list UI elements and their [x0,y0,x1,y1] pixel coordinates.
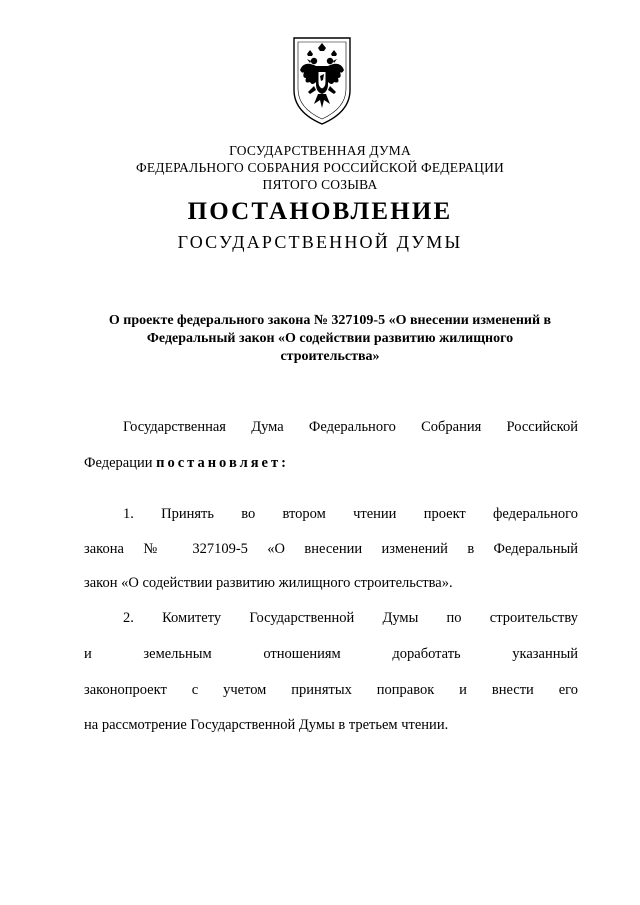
item-2-line: 2. Комитету Государственной Думы по строительству [123,610,578,626]
document-subject [80,312,580,366]
header-line-assembly: ФЕДЕРАЛЬНОГО СОБРАНИЯ РОССИЙСКОЙ ФЕДЕРАЦИИ [136,160,504,175]
preamble-decree-line [84,454,578,472]
document-title: ПОСТАНОВЛЕНИЕ [187,198,453,225]
item-2-line: законопроект с учетом принятых поправок и внести его [84,682,578,698]
header-line-duma: ГОСУДАРСТВЕННАЯ ДУМА [229,143,411,158]
item-1-line: закона № 327109-5 «О внесении изменений в Федеральный [84,541,578,557]
item-2-line: и земельным отношениям доработать указанный [84,646,578,662]
item-2-line: на рассмотрение Государственной Думы в третьем чтении. [84,717,449,733]
coat-of-arms-emblem [290,34,354,126]
preamble-line: Государственная Дума Федерального Собрания Российской [123,419,578,435]
header-line-convocation: ПЯТОГО СОЗЫВА [262,177,378,192]
document-subtitle: ГОСУДАРСТВЕННОЙ ДУМЫ [177,232,463,252]
subject-line: Федеральный закон «О содействии развитию жилищного [146,331,514,346]
item-1-line: закон «О содействии развитию жилищного строительства». [84,575,453,591]
item-1-line: 1. Принять во втором чтении проект федерального [123,506,578,522]
subject-line: строительства» [280,349,380,364]
preamble-prefix: Федерации [84,455,157,471]
subject-line: О проекте федерального закона № 327109-5 «О внесении изменений в [108,313,552,328]
decree-word: постановляет: [156,455,289,471]
